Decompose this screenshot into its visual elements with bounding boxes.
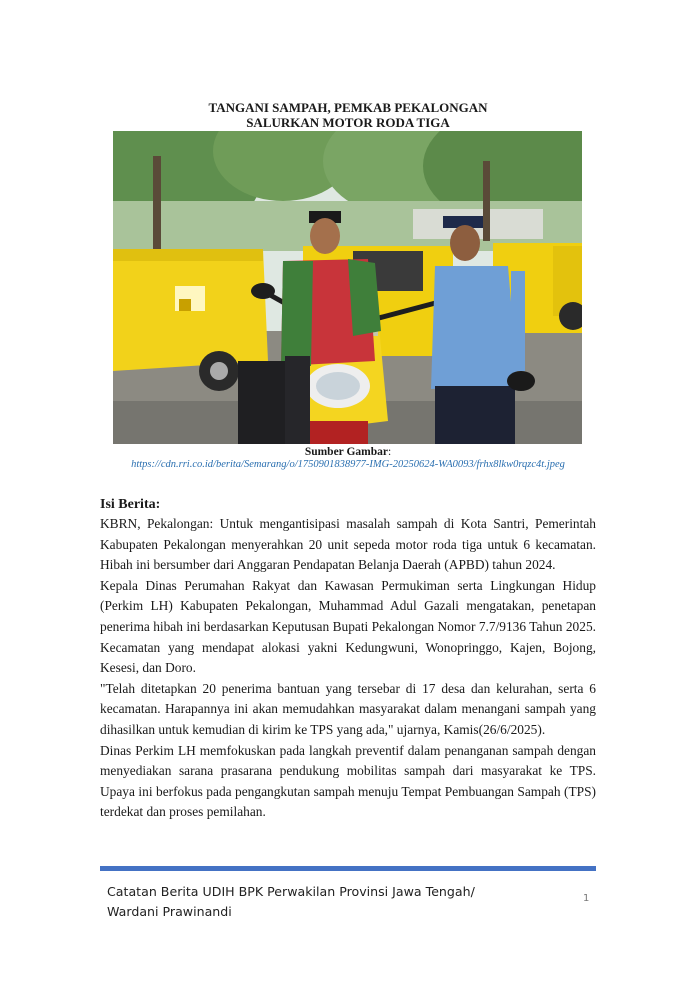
footer-line-1: Catatan Berita UDIH BPK Perwakilan Provinsi Jawa Tengah/ [107, 884, 475, 899]
page-number: 1 [583, 893, 590, 904]
article-body [100, 514, 596, 823]
paragraph-4: Dinas Perkim LH memfokuskan pada langkah preventif dalam penanganan sampah dengan menyediakan sarana prasarana pendukung mobilitas sampah dari masyarakat ke TPS. Upaya ini berfokus pada pengangkutan sampah menuju Tempat Pembuangan Sampah (TPS) terdekat dan proses pemilahan. [100, 742, 596, 820]
article-title-line-2: SALURKAN MOTOR RODA TIGA [246, 115, 450, 130]
image-source-link[interactable]: https://cdn.rri.co.id/berita/Semarang/o/1750901838977-IMG-20250624-WA0093/frhx8lkw0rqzc4t.jpeg [131, 459, 565, 470]
image-caption-label-text: Sumber Gambar [304, 446, 388, 458]
paragraph-2: Kepala Dinas Perumahan Rakyat dan Kawasan Permukiman serta Lingkungan Hidup (Perkim LH) Kabupaten Pekalongan, Muhammad Adul Gazali mengatakan, penetapan penerima hibah ini berdasarkan Keputusan Bupati Pekalongan Nomor 7.7/9136 Tahun 2025. Kecamatan yang mendapat alokasi yakni Kedungwuni, Wonopringgo, Kajen, Bojong, Kesesi, dan Doro. [100, 577, 596, 676]
footer-divider [100, 866, 596, 871]
image-caption-colon: : [387, 446, 392, 458]
article-title-line-1: TANGANI SAMPAH, PEMKAB PEKALONGAN [208, 100, 488, 115]
article-title [100, 100, 596, 130]
section-heading: Isi Berita: [100, 497, 161, 512]
footer-line-2: Wardani Prawinandi [107, 904, 232, 919]
paragraph-1: KBRN, Pekalongan: Untuk mengantisipasi masalah sampah di Kota Santri, Pemerintah Kabupaten Pekalongan menyerahkan 20 unit sepeda motor roda tiga untuk 6 kecamatan. Hibah ini bersumber dari Anggaran Pendapatan Belanja Daerah (APBD) tahun 2024. [100, 516, 596, 573]
paragraph-3: "Telah ditetapkan 20 penerima bantuan yang tersebar di 17 desa dan kelurahan, serta 6 kecamatan. Harapannya ini akan memudahkan masyarakat dalam menangani sampah yang dihasilkan untuk kemudian di kirim ke TPS yang ada," ujarnya, Kamis(26/6/2025). [100, 680, 596, 737]
image-caption-label [100, 446, 596, 458]
footer-note [107, 882, 527, 922]
news-photo [113, 131, 582, 444]
